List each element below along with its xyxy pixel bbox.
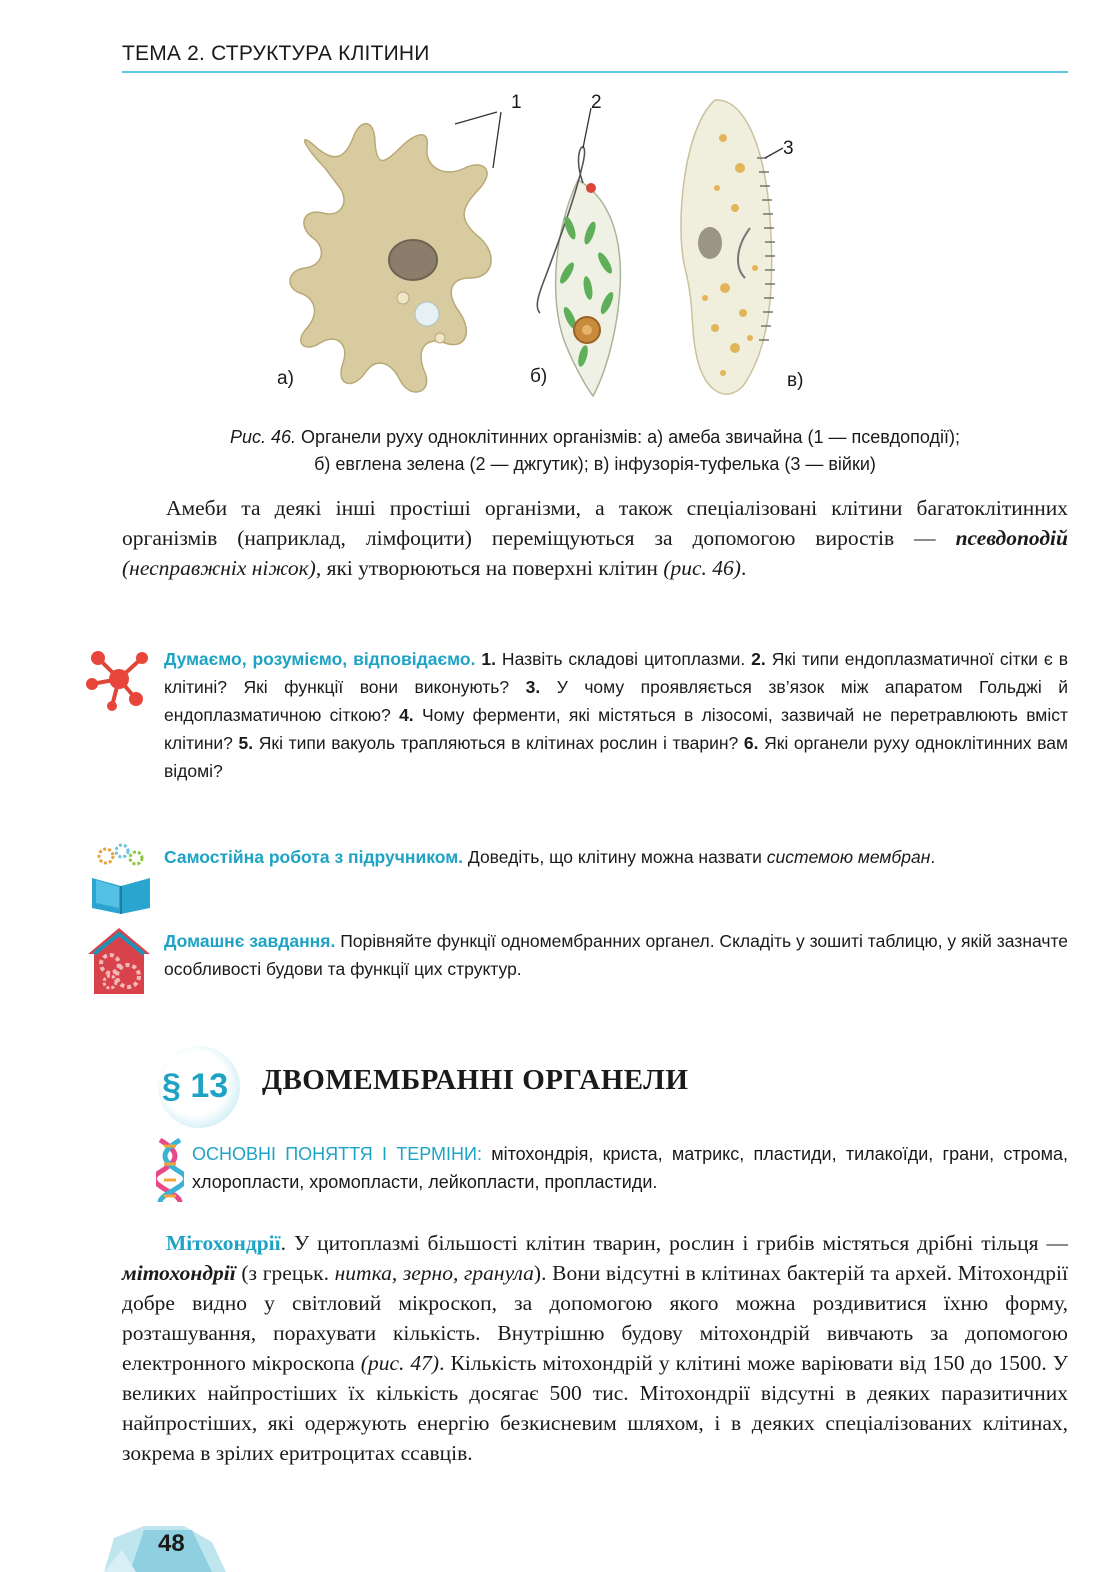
question-2-num: 2. (751, 649, 766, 669)
etymology: нитка, зерно, гранула (334, 1261, 534, 1285)
question-6: Які органели руху одноклітинних вам відомі? (164, 733, 1068, 781)
question-4-num: 4. (399, 705, 414, 725)
header-rule (122, 71, 1068, 73)
intro-text: Амеби та деякі інші простіші організми, а також спеціалізовані клітини багатоклітинних організмів (наприклад, лімфоцити) переміщуються за допомогою виростів — (122, 496, 1068, 550)
figure-ref-47: (рис. 47) (360, 1351, 440, 1375)
running-header: ТЕМА 2. СТРУКТУРА КЛІТИНИ (122, 42, 430, 65)
figure-ref: (рис. 46) (663, 556, 741, 580)
figure-caption (120, 424, 1070, 478)
paramecium-drawing (681, 100, 772, 394)
figure-label-a: а) (277, 368, 294, 389)
mitochondria-paragraph (122, 1228, 1068, 1468)
section-title: ДВОМЕМБРАННІ ОРГАНЕЛИ (262, 1064, 689, 1096)
caption-prefix: Рис. 46. (229, 427, 297, 447)
key-terms-list: мітохондрія, криста, матрикс, пластиди, тилакоїди, грани, строма, хлоропласти, хромопласти, лейкопласти, пропластиди. (192, 1144, 1068, 1192)
question-3: У чому проявляється зв’язок між апаратом Гольджі й ендоплазматичною сіткою? (164, 677, 1069, 725)
key-terms-block (192, 1140, 1068, 1196)
marker-3: 3 (783, 138, 794, 159)
question-5: Які типи вакуоль трапляються в клітинах рослин і тварин? (253, 733, 744, 753)
question-2: Які типи ендоплазматичної сітки є в клітині? Які функції вони виконують? (164, 649, 1069, 697)
figure-label-b: б) (530, 366, 548, 387)
figure-46-illustration (265, 88, 845, 408)
intro-paragraph (122, 493, 1068, 583)
term-note: (несправжніх ніжок), (122, 556, 322, 580)
homework-heading: Домашнє завдання. (164, 931, 336, 951)
homework-block (164, 927, 1068, 983)
figure-label-c: в) (787, 370, 804, 391)
amoeba-drawing (290, 124, 491, 392)
questions-heading: Думаємо, розуміємо, відповідаємо. (164, 649, 476, 669)
mito-text-1: . У цитоплазмі більшості клітин тварин, рослин і грибів містяться дрібні тільця — (280, 1231, 1068, 1255)
selfwork-end: . (930, 847, 936, 867)
key-terms-heading: ОСНОВНІ ПОНЯТТЯ І ТЕРМІНИ: (192, 1144, 482, 1164)
selfwork-heading: Самостійна робота з підручником. (164, 847, 464, 867)
selfwork-text: Доведіть, що клітину можна назвати (463, 847, 767, 867)
question-1: Назвіть складові цитоплазми. (496, 649, 752, 669)
mito-text-2: (з грецьк. (235, 1261, 335, 1285)
term-pseudopodia: псевдоподій (955, 526, 1068, 550)
question-6-num: 6. (743, 733, 759, 753)
euglena-drawing (537, 147, 620, 396)
caption-line-1: Органели руху одноклітинних організмів: а) амеба звичайна (1 — псевдоподії); (296, 427, 961, 447)
question-5-num: 5. (238, 733, 254, 753)
marker-1: 1 (511, 92, 522, 113)
mito-text-4: . Кількість мітохондрій у клітині може варіювати від 150 до 1500. У великих найпростіших їх кількість досягає 500 тис. Мітохондрії відсутні в деяких паразитичних найпростіших, які одержують енергію безкисневим шляхом, і в деяких спеціалізованих клітинах, зокрема в зрілих еритроцитах ссавців. (122, 1351, 1068, 1465)
intro-end: . (740, 556, 747, 580)
dna-icon (156, 1138, 184, 1204)
house-gears-icon (86, 924, 152, 996)
intro-text-2: які утворюються на поверхні клітин (321, 556, 664, 580)
molecule-icon (84, 644, 154, 714)
marker-2: 2 (591, 92, 602, 113)
selfwork-block (164, 843, 1068, 871)
book-gears-icon (86, 842, 156, 914)
question-1-num: 1. (481, 649, 496, 669)
section-number: § 13 (162, 1067, 229, 1105)
caption-line-2: б) евглена зелена (2 — джгутик); в) інфузорія-туфелька (3 — війки) (314, 454, 876, 474)
question-4: Чому ферменти, які містяться в лізосомі, зазвичай не перетравлюють вміст клітини? (164, 705, 1068, 753)
page-number: 48 (158, 1530, 185, 1557)
mitochondria-heading: Мітохондрії (166, 1231, 281, 1255)
term-mitochondria: мітохондрії (122, 1261, 236, 1285)
homework-text: Порівняйте функції одномембранних органел. Складіть у зошиті таблицю, у якій зазначте особливості будови та функції цих структур. (164, 931, 1068, 979)
questions-block (164, 645, 1068, 785)
question-3-num: 3. (525, 677, 541, 697)
selfwork-emphasis: системою мембран (766, 847, 931, 867)
mito-text-3: ). Вони відсутні в клітинах бактерій та архей. Мітохондрії добре видно у світловий мікроскоп, за допомогою якого можна роздивитися їхню форму, розташування, порахувати кількість. Внутрішню будову мітохондрій вивчають за допомогою електронного мікроскопа (122, 1261, 1068, 1375)
